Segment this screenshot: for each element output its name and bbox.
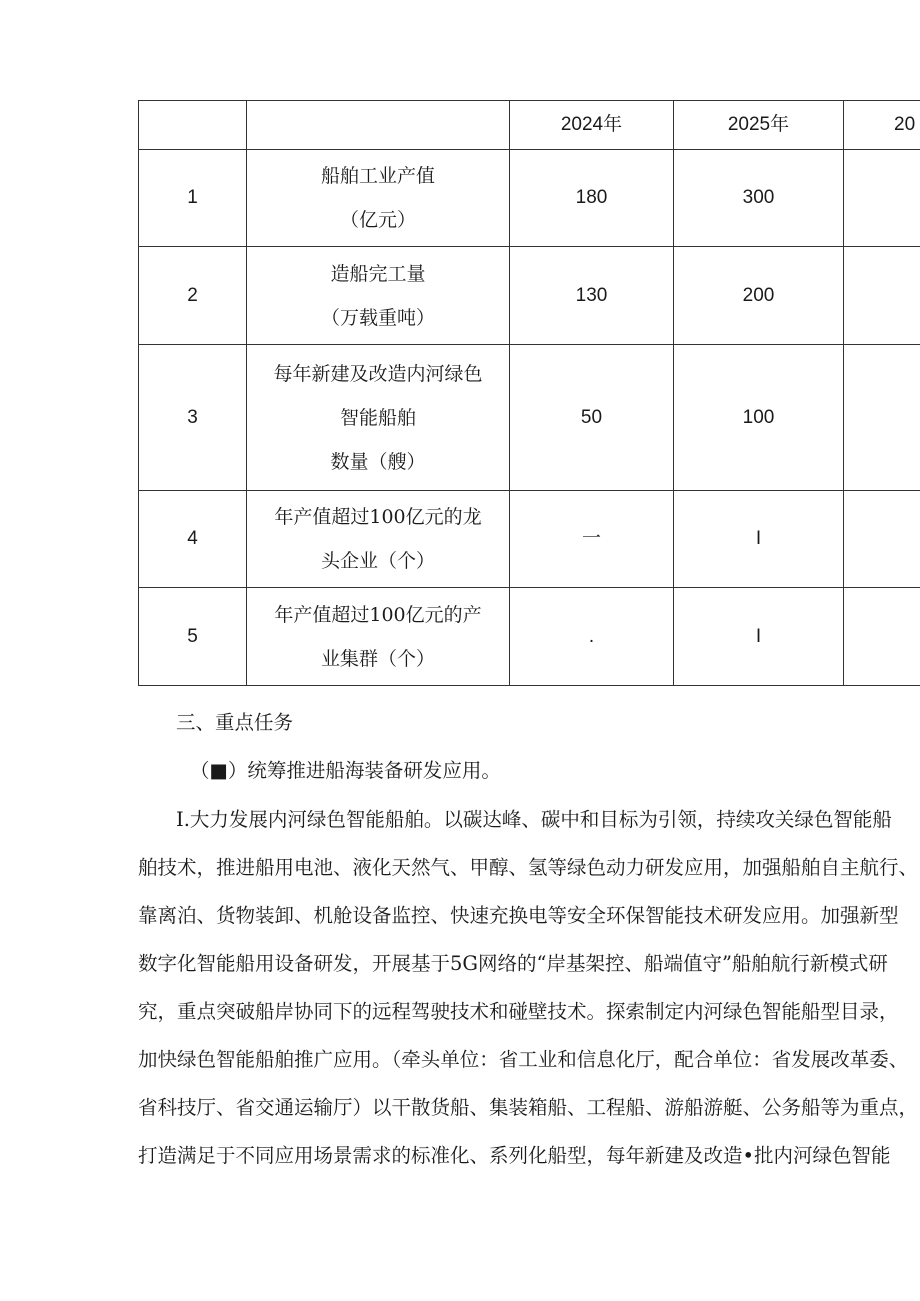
row-number: 4 [139,491,247,588]
header-cell-2024: 2024年 [510,101,674,150]
value-2025: I [674,491,844,588]
row-number: 2 [139,247,247,345]
header-cell [139,101,247,150]
body-line: 打造满足于不同应用场景需求的标准化、系列化船型，每年新建及改造•批内河绿色智能 [138,1144,891,1167]
value-2024: 一 [510,491,674,588]
row-description: 每年新建及改造内河绿色 智能船舶 数量（艘） [247,345,510,491]
value-2025: 300 [674,150,844,247]
body-line: I.大力发展内河绿色智能船舶。以碳达峰、碳中和目标为引领，持续攻关绿色智能船 [176,808,892,831]
value-20 [844,491,920,588]
row-description: 年产值超过100亿元的产 业集群（个） [247,588,510,686]
header-cell-20: 20 [844,101,920,150]
table-row [139,491,920,588]
table-row [139,345,920,491]
value-2025: 200 [674,247,844,345]
value-2024: 130 [510,247,674,345]
value-2024: . [510,588,674,686]
section-heading: 三、重点任务 [176,711,294,734]
row-number: 1 [139,150,247,247]
row-number: 5 [139,588,247,686]
value-20 [844,588,920,686]
subsection-heading: （■）统筹推进船海装备研发应用。 [190,759,501,782]
table-header-row [139,101,920,150]
value-2024: 50 [510,345,674,491]
table-row [139,588,920,686]
table-row [139,247,920,345]
targets-table [138,100,920,686]
value-20 [844,247,920,345]
value-2024: 180 [510,150,674,247]
row-description: 造船完工量 （万载重吨） [247,247,510,345]
header-cell [247,101,510,150]
body-line: 省科技厅、省交通运输厅）以干散货船、集装箱船、工程船、游船游艇、公务船等为重点， [138,1096,919,1119]
row-description: 年产值超过100亿元的龙 头企业（个） [247,491,510,588]
value-2025: 100 [674,345,844,491]
body-line: 舶技术，推进船用电池、液化天然气、甲醇、氢等绿色动力研发应用，加强船舶自主航行、 [138,856,919,879]
body-line: 数字化智能船用设备研发，开展基于5G网络的“岸基架控、船端值守”船舶航行新模式研 [138,952,888,975]
row-number: 3 [139,345,247,491]
header-cell-2025: 2025年 [674,101,844,150]
body-line: 加快绿色智能船舶推广应用。（牵头单位：省工业和信息化厅，配合单位：省发展改革委、 [138,1048,909,1071]
value-20 [844,150,920,247]
value-2025: I [674,588,844,686]
body-line: 靠离泊、货物装卸、机舱设备监控、快速充换电等安全环保智能技术研发应用。加强新型 [138,904,899,927]
table-row [139,150,920,247]
body-line: 究，重点突破船岸协同下的远程驾驶技术和碰壁技术。探索制定内河绿色智能船型目录， [138,1000,899,1023]
row-description: 船舶工业产值 （亿元） [247,150,510,247]
value-20 [844,345,920,491]
